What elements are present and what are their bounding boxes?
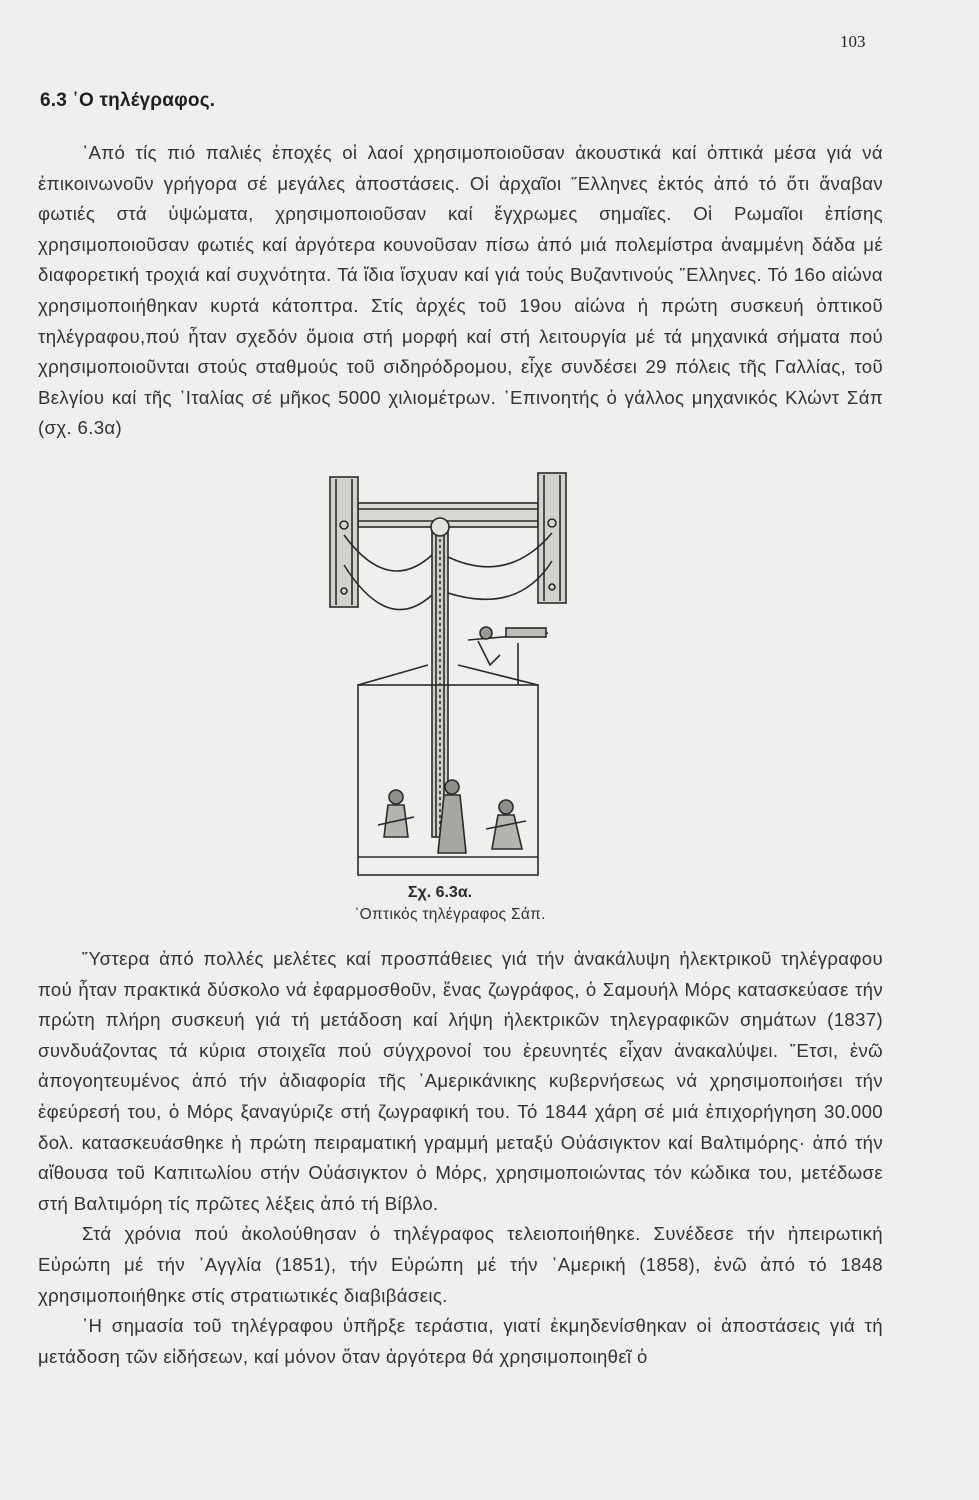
chappe-telegraph-illustration: [318, 465, 578, 885]
figure-label: Σχ. 6.3α.: [407, 884, 473, 901]
body-text: [38, 944, 883, 1372]
paragraph: Στά χρόνια πού ἀκολούθησαν ὁ τηλέγραφος τελειοποιήθηκε. Συνέδεσε τήν ἠπειρωτική Εὐρώπη μέ τήν ᾿Αγγλία (1851), τήν Εὐρώπη μέ τήν ᾿Αμερική (1858), ἐνῶ ἀπό τό 1848 χρησιμοποιήθηκε στίς στρατιωτικές διαβιβάσεις.: [38, 1223, 883, 1306]
paragraph: ᾿Από τίς πιό παλιές ἐποχές οἱ λαοί χρησιμοποιοῦσαν ἀκουστικά καί ὀπτικά μέσα γιά νά ἐπικοινωνοῦν γρήγορα σέ μεγάλες ἀποστάσεις. Οἱ ἀρχαῖοι ῞Ελληνες ἐκτός ἀπό τό ὅτι ἄναβαν φωτιές στά ὑψώματα, χρησιμοποιοῦσαν καί ἔγχρωμες σημαῖες. Οἱ Ρωμαῖοι ἐπίσης χρησιμοποιοῦσαν φωτιές καί ἀργότερα κουνοῦσαν πίσω ἀπό μιά πολεμίστρα ἀναμμένη δάδα μέ διαφορετική τροχιά καί συχνότητα. Τά ἴδια ἴσχυαν καί γιά τούς Βυζαντινούς ῞Ελληνες. Τό 16ο αἰώνα χρησιμοποιήθηκαν κυρτά κάτοπτρα. Στίς ἀρχές τοῦ 19ου αἰώνα ἡ πρώτη συσκευή ὀπτικοῦ τηλέγραφου,πού ἦταν σχεδόν ὅμοια στή μορφή καί στή λειτουργία μέ τά μηχανικά σήματα πού χρησιμοποιοῦνται στούς σταθμούς τοῦ σιδηρόδρομου, εἶχε συνδέσει 29 πόλεις τῆς Γαλλίας, τοῦ Βελγίου καί τῆς ᾿Ιταλίας σέ μῆκος 5000 χιλιομέτρων. ᾿Επινοητής ὁ γάλλος μηχανικός Κλώντ Σάπ (σχ. 6.3α): [38, 142, 883, 439]
paragraph: ῾Η σημασία τοῦ τηλέγραφου ὑπῆρξε τεράστια, γιατί ἐκμηδενίσθηκαν οἱ ἀποστάσεις γιά τή μετάδοση τῶν εἰδήσεων, καί μόνον ὅταν ἀργότερα θά χρησιμοποιηθεῖ ὁ: [38, 1315, 883, 1367]
section-title: 6.3 ῾Ο τηλέγραφος.: [40, 90, 216, 111]
figure-caption: ᾿Οπτικός τηλέγραφος Σάπ.: [354, 906, 546, 923]
paragraph: ῞Υστερα ἀπό πολλές μελέτες καί προσπάθειες γιά τήν ἀνακάλυψη ἠλεκτρικοῦ τηλέγραφου πού ἦταν πρακτικά δύσκολο νά ἐφαρμοσθοῦν, ἕνας ζωγράφος, ὁ Σαμουήλ Μόρς κατασκεύασε τήν πρώτη πλήρη συσκευή γιά τή μετάδοση καί λήψη ἠλεκτρικῶν τηλεγραφικῶν σημάτων (1837) συνδυάζοντας τά κύρια στοιχεῖα πού σύγχρονοί του ἐρευνητές εἶχαν ἀνακαλύψει. ῎Ετσι, ἐνῶ ἀπογοητευμένος ἀπό τήν ἀδιαφορία τῆς ᾿Αμερικάνικης κυβερνήσεως νά χρησιμοποιήσει τήν ἐφεύρεσή του, ὁ Μόρς ξαναγύριζε στή ζωγραφική του. Τό 1844 χάρη σέ μιά ἐπιχορήγηση 30.000 δολ. κατασκευάσθηκε ἡ πρώτη πειραματική γραμμή μεταξύ Οὐάσιγκτον καί Βαλτιμόρης· ἀπό τήν αἴθουσα τοῦ Καπιτωλίου στήν Οὐάσιγκτον ὁ Μόρς, χρησιμοποιώντας τόν κώδικα του, μετέδωσε στή Βαλτιμόρη τίς πρῶτες λέξεις ἀπό τή Βίβλο.: [38, 948, 883, 1214]
page-number: 103: [840, 32, 866, 51]
intro-text: [38, 138, 883, 444]
